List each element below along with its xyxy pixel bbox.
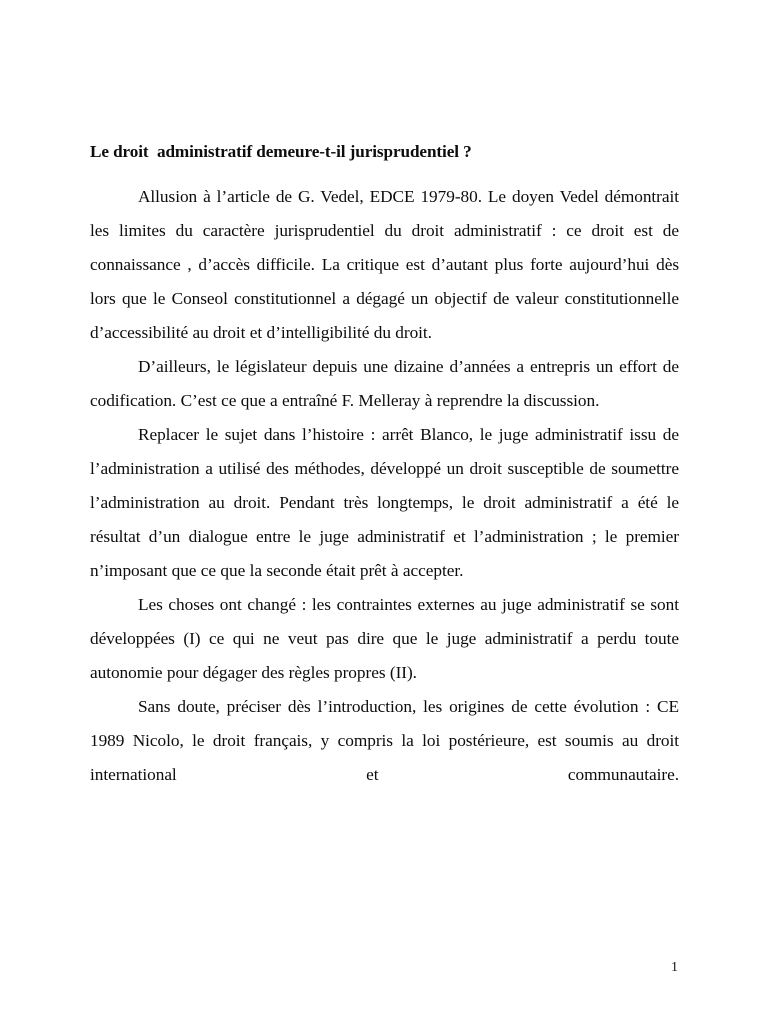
text-column [90,140,684,826]
paragraph-sans-doute-nicolo: Sans doute, préciser dès l’introduction, les origines de cette évolution : CE 1989 Nicolo, le droit français, y compris la loi postérieure, est soumis au droit international et communautaire. [90,697,684,784]
page-number: 1 [671,960,678,975]
paragraph-dailleurs-codification: D’ailleurs, le législateur depuis une dizaine d’années a entrepris un effort de codification. C’est ce que a entraîné F. Melleray à reprendre la discussion. [90,357,684,410]
paragraph-les-choses-ont-change: Les choses ont changé : les contraintes externes au juge administratif se sont développées (I) ce qui ne veut pas dire que le juge administratif a perdu toute autonomie pour dégager des règles propres (II). [90,595,684,682]
paragraph-replacer-blanco: Replacer le sujet dans l’histoire : arrêt Blanco, le juge administratif issu de l’administration a utilisé des méthodes, développé un droit susceptible de soumettre l’administration au droit. Pendant très longtemps, le droit administratif a été le résultat d’un dialogue entre le juge administratif et l’administration ; le premier n’imposant que ce que la seconde était prêt à accepter. [90,425,684,580]
paragraph-allusion-vedel: Allusion à l’article de G. Vedel, EDCE 1979-80. Le doyen Vedel démontrait les limites du caractère jurisprudentiel du droit administratif : ce droit est de connaissance , d’accès difficile. La critique est d’autant plus forte aujourd’hui dès lors que le Conseol constitutionnel a dégagé un objectif de valeur constitutionnelle d’accessibilité au droit et d’intelligibilité du droit. [90,187,684,342]
page-title: Le droit administratif demeure-t-il jurisprudentiel ? [90,142,472,161]
